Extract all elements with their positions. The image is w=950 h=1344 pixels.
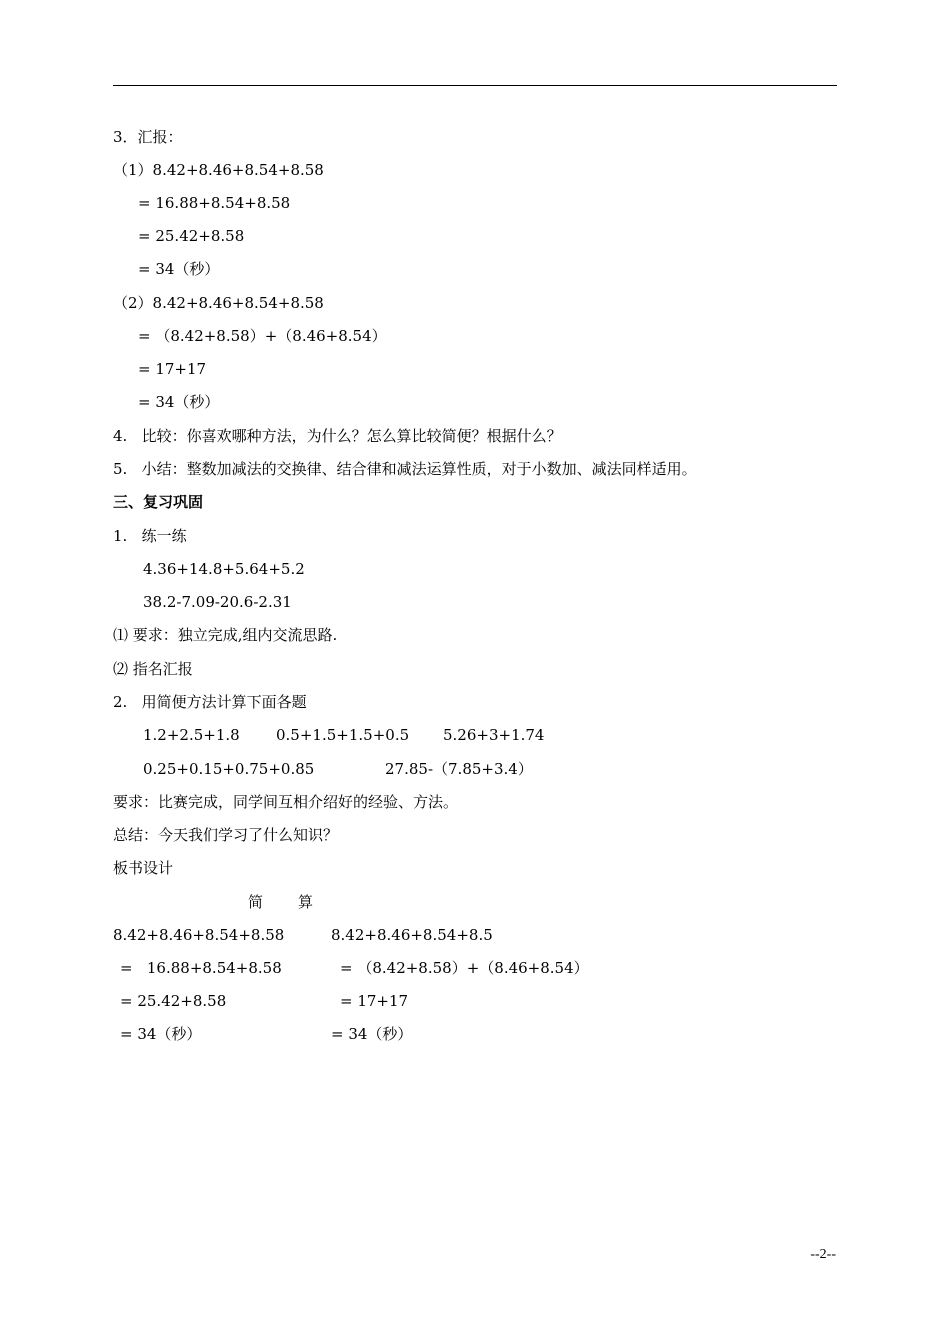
item1-requirement: ⑴ 要求：独立完成,组内交流思路. <box>113 626 338 644</box>
item2-problem: 0.25+0.15+0.75+0.85 <box>143 760 315 778</box>
board-left-line: 8.42+8.46+8.54+8.58 <box>113 926 285 944</box>
item1-problem: 38.2-7.09-20.6-2.31 <box>143 593 292 611</box>
method2-step: = （8.42+8.58）+（8.46+8.54） <box>138 327 387 345</box>
method2-label: （2）8.42+8.46+8.54+8.58 <box>113 294 324 312</box>
board-left-line: = 25.42+8.58 <box>120 992 227 1010</box>
section3-title: 三、复习巩固 <box>113 493 204 511</box>
board-left-line: = 16.88+8.54+8.58 <box>120 959 282 977</box>
board-subtitle-b: 算 <box>298 893 314 911</box>
compare-text: 4. 比较：你喜欢哪种方法，为什么？怎么算比较简便？根据什么？ <box>113 427 562 445</box>
report-heading: 3．汇报： <box>113 128 183 146</box>
requirement-text: 要求：比赛完成，同学间互相介绍好的经验、方法。 <box>113 793 459 811</box>
conclusion-text: 总结：今天我们学习了什么知识？ <box>113 826 339 844</box>
method1-step: = 16.88+8.54+8.58 <box>138 194 291 212</box>
board-right-line: 8.42+8.46+8.54+8.5 <box>331 926 493 944</box>
method1-label: （1）8.42+8.46+8.54+8.58 <box>113 161 324 179</box>
item2-problem: 5.26+3+1.74 <box>443 726 545 744</box>
board-subtitle-a: 简 <box>248 893 264 911</box>
item2-problem: 27.85-（7.85+3.4） <box>385 760 533 778</box>
board-right-line: = 34（秒） <box>331 1025 413 1043</box>
item1-report: ⑵ 指名汇报 <box>113 660 193 678</box>
page-number: --2-- <box>810 1247 836 1262</box>
board-left-line: = 34（秒） <box>120 1025 202 1043</box>
item2-problem: 1.2+2.5+1.8 <box>143 726 240 744</box>
item2-problem: 0.5+1.5+1.5+0.5 <box>276 726 410 744</box>
item1-problem: 4.36+14.8+5.64+5.2 <box>143 560 305 578</box>
method1-step: = 34（秒） <box>138 260 220 278</box>
method2-step: = 17+17 <box>138 360 207 378</box>
summary-text: 5. 小结：整数加减法的交换律、结合律和减法运算性质，对于小数加、减法同样适用。 <box>113 460 697 478</box>
item1-label: 1. 练一练 <box>113 527 187 545</box>
method2-step: = 34（秒） <box>138 393 220 411</box>
board-title: 板书设计 <box>113 859 174 877</box>
board-right-line: = （8.42+8.58）+（8.46+8.54） <box>340 959 589 977</box>
board-right-line: = 17+17 <box>340 992 409 1010</box>
method1-step: = 25.42+8.58 <box>138 227 245 245</box>
item2-label: 2. 用简便方法计算下面各题 <box>113 693 307 711</box>
header-rule <box>113 85 837 86</box>
